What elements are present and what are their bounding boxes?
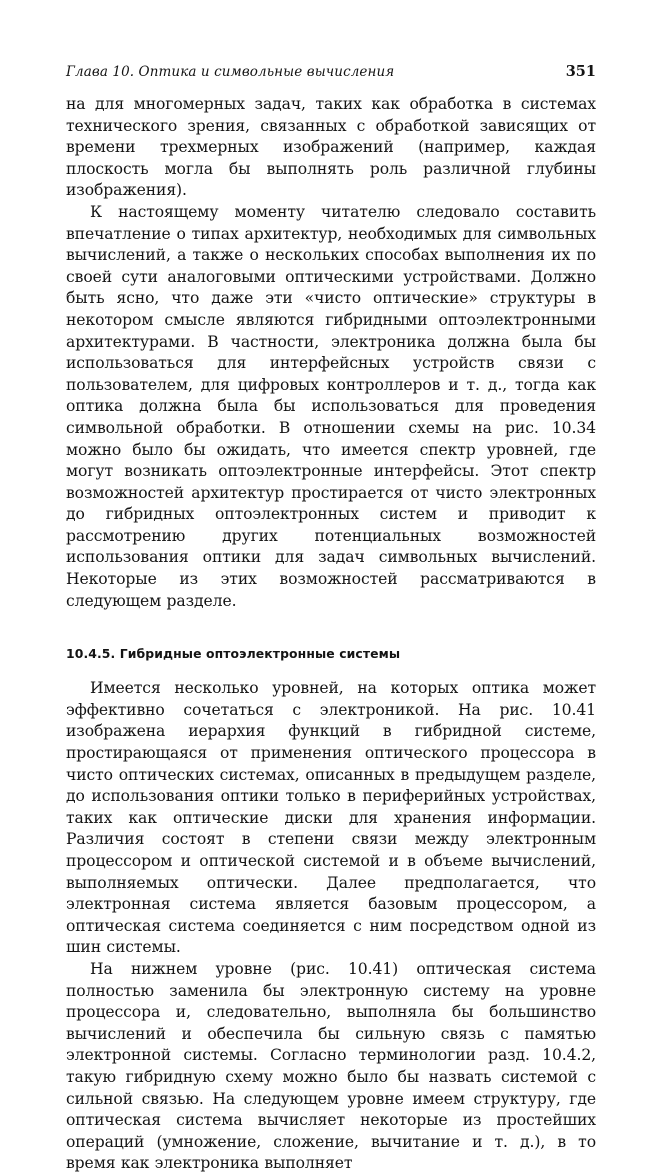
paragraph-continuation: на для многомерных задач, таких как обработка в системах технического зрения, связанных с обработкой зависящих от времени трехмерных изображений (например, каждая плоскость могла бы выполнять роль различной глубины изображения). [66,95,596,200]
paragraph-hybrid-levels: Имеется несколько уровней, на которых оптика может эффективно сочетаться с электроникой. На рис. 10.41 изображена иерархия функций в гибридной системе, простирающаяся от применения оптического процессора в чисто оптических системах, описанных в предыдущем разделе, до использования оптики только в периферийных устройствах, таких как оптические диски для хранения информации. Различия состоят в степени связи между электронным процессором и оптической системой и в объеме вычислений, выполняемых оптически. Далее предполагается, что электронная система является базовым процессором, а оптическая система соединяется с ним посредством одной из шин системы. [66,679,596,957]
page-number: 351 [565,63,596,80]
book-page [66,0,596,1173]
paragraph-lower-level: На нижнем уровне (рис. 10.41) оптическая система полностью заменила бы электронную систему на уровне процессора и, следовательно, выполняла бы большинство вычислений и обеспечила бы сильную связь с памятью электронной системы. Согласно терминологии разд. 10.4.2, такую гибридную схему можно было бы назвать системой с сильной связью. На следующем уровне имеем структуру, где оптическая система вычисляет некоторые из простейших операций (умножение, сложение, вычитание и т. д.), в то время как электроника выполняет [66,959,596,1173]
paragraph-architectures: К настоящему моменту читателю следовало составить впечатление о типах архитектур, необходимых для символьных вычислений, а также о нескольких способах выполнения их по своей сути аналоговыми оптическими устройствами. Должно быть ясно, что даже эти «чисто оптические» структуры в некотором смысле являются гибридными оптоэлектронными архитектурами. В частности, электроника должна была бы использоваться для интерфейсных устройств связи с пользователем, для цифровых контроллеров и т. д., тогда как оптика должна была бы использоваться для проведения символьной обработки. В отношении схемы на рис. 10.34 можно было бы ожидать, что имеется спектр уровней, где могут возникать оптоэлектронные интерфейсы. Этот спектр возможностей архитектур простирается от чисто электронных до гибридных оптоэлектронных систем и приводит к рассмотрению других потенциальных возможностей использования оптики для задач символьных вычислений. Некоторые из этих возможностей рассматриваются в следующем разделе. [66,202,596,610]
section-heading: 10.4.5. Гибридные оптоэлектронные системы [66,646,401,662]
running-head [66,62,596,82]
running-title: Глава 10. Оптика и символьные вычисления [66,64,395,80]
page-body [66,94,596,1175]
